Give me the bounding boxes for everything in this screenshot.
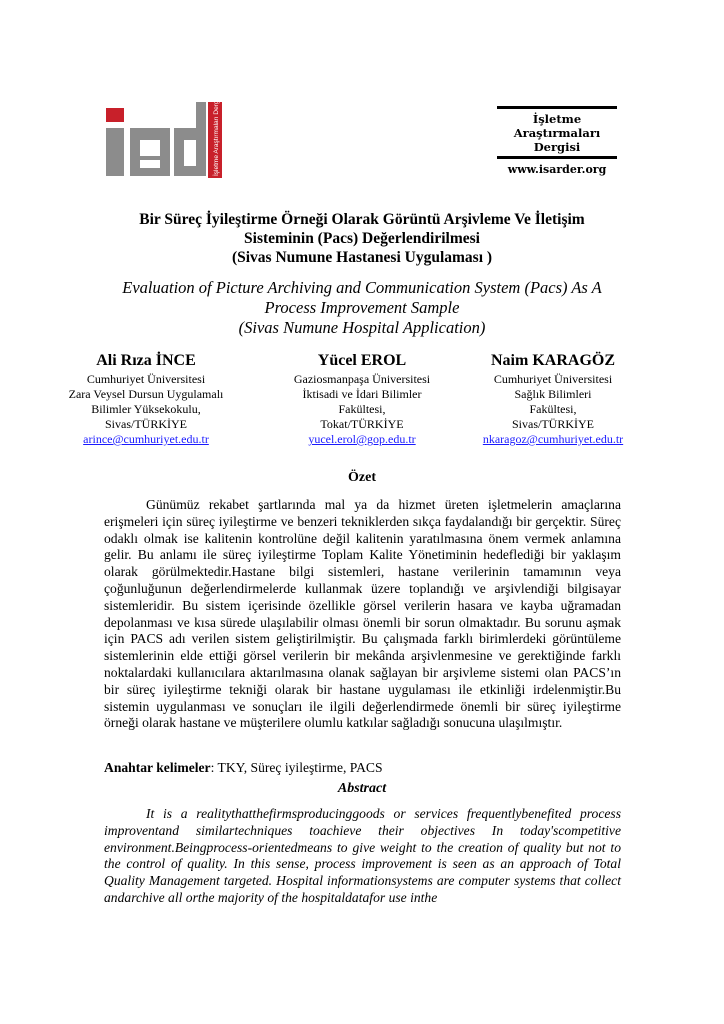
author-affiliation: İktisadi ve İdari Bilimler <box>302 387 422 401</box>
logo-line: İşletme <box>532 112 582 126</box>
title-tr-line: Bir Süreç İyileştirme Örneği Olarak Görüntü Arşivleme Ve İletişim <box>139 211 585 228</box>
author-email-link[interactable]: yucel.erol@gop.edu.tr <box>308 432 416 446</box>
logo-vertical-caption: İşletme Araştırmaları Dergisi <box>213 100 220 176</box>
keywords-line <box>104 760 383 776</box>
journal-url: www.isarder.org <box>507 163 607 176</box>
author-affiliation: Gaziosmanpaşa Üniversitesi <box>293 372 431 386</box>
author-1 <box>46 350 246 447</box>
title-turkish <box>60 210 664 267</box>
author-affiliation: Tokat/TÜRKİYE <box>320 417 404 431</box>
journal-logo-left <box>100 100 224 180</box>
author-affiliation: Cumhuriyet Üniversitesi <box>86 372 206 386</box>
logo-line: Dergisi <box>533 140 581 154</box>
logo-title-block <box>497 106 617 159</box>
title-tr-line: Sisteminin (Pacs) Değerlendirilmesi <box>244 230 480 247</box>
author-email-link[interactable]: nkaragoz@cumhuriyet.edu.tr <box>482 432 624 446</box>
ozet-paragraph: Günümüz rekabet şartlarında mal ya da hizmet üreten işletmelerin amaçlarına erişmeleri için süreç iyileştirme ve benzeri tekniklerden sıkça faydalandığı bir gerçektir. Süreç odaklı olmak ise kalitenin kontrolüne değil kalitenin yaratılmasına önem vermek anlamına gelir. Bu anlamı ile süreç iyileştirme Toplam Kalite Yönetiminin hedeflediği bir yaklaşım olarak görülmektedir.Hastane bilgi sistemleri, hastane verilerinin tamamının veya çoğunluğunun değerlendirmelerde kullanmak üzere toplandığı ve arşivlendiği bilgisayar sistemleridir. Bu sistem içerisinde özellikle görsel verilerin hasara ve kayba uğramadan depolanması ve kısa sürede ulaşılabilir olması önemli bir sorun olmaktadır. Bu sorunu aşmak için PACS adı verilen sistem geliştirilmiştir. Bu çalışmada farklı birimlerdeki görüntüleme sistemlerinin elde ettiği görsel verilerin bir mekânda arşivlenmesine ve gerektiğinde farklı noktalardaki kullanıcılara aktarılmasına olanak sağlayan bir arşivleme sistemi olan PACS’ın bir süreç iyileştirme tekniği olarak bir hastane uygulaması ile etkinliği irdelenmiştir.Bu sistemin uygulanması ve sonuçları ile ilgili değerlendirmede önemli bir süreç iyileştirme örneği olarak hastane ve müşterilere olumlu katkılar sağladığı sonucuna ulaşılmıştır. <box>104 497 621 731</box>
title-tr-line: (Sivas Numune Hastanesi Uygulaması ) <box>231 249 493 266</box>
author-affiliation: Sivas/TÜRKİYE <box>105 417 187 431</box>
author-name: Naim KARAGÖZ <box>491 352 615 369</box>
author-affiliation: Zara Veysel Dursun Uygulamalı <box>68 387 224 401</box>
title-english <box>70 278 654 338</box>
journal-logo-right <box>497 106 617 180</box>
author-affiliation: Sivas/TÜRKİYE <box>512 417 594 431</box>
abstract-paragraph: It is a realitythatthefirmsproducinggoods or services frequentlybenefited process improventand similartechniques toachieve their objectives In today'scompetitive environment.Beingprocess-orientedmeans to give weight to the creation of quality but not to the control of quality. In this sense, process improvement is seen as an approach of Total Quality Management targeted. Hospital informationsystems are computer systems that collect andarchive all orthe majority of the hospitaldatafor use inthe <box>104 806 621 905</box>
title-en-line: (Sivas Numune Hospital Application) <box>238 318 486 337</box>
author-affiliation: Bilimler Yüksekokulu, <box>91 402 201 416</box>
author-name: Ali Rıza İNCE <box>96 352 196 369</box>
author-affiliation: Fakültesi, <box>529 402 577 416</box>
author-name: Yücel EROL <box>317 352 407 369</box>
keywords-label: Anahtar kelimeler <box>104 760 211 775</box>
author-affiliation: Sağlık Bilimleri <box>514 387 592 401</box>
title-en-line: Process Improvement Sample <box>264 298 460 317</box>
author-affiliation: Fakültesi, <box>338 402 386 416</box>
author-email-link[interactable]: arince@cumhuriyet.edu.tr <box>83 432 209 446</box>
logo-line: Araştırmaları <box>513 126 601 140</box>
keywords-value: : TKY, Süreç iyileştirme, PACS <box>210 760 383 775</box>
author-2 <box>262 350 462 447</box>
abstract-heading: Abstract <box>337 781 387 796</box>
ozet-heading: Özet <box>348 470 376 485</box>
author-affiliation: Cumhuriyet Üniversitesi <box>493 372 613 386</box>
author-3 <box>453 350 653 447</box>
title-en-line: Evaluation of Picture Archiving and Communication System (Pacs) As A <box>122 278 602 297</box>
